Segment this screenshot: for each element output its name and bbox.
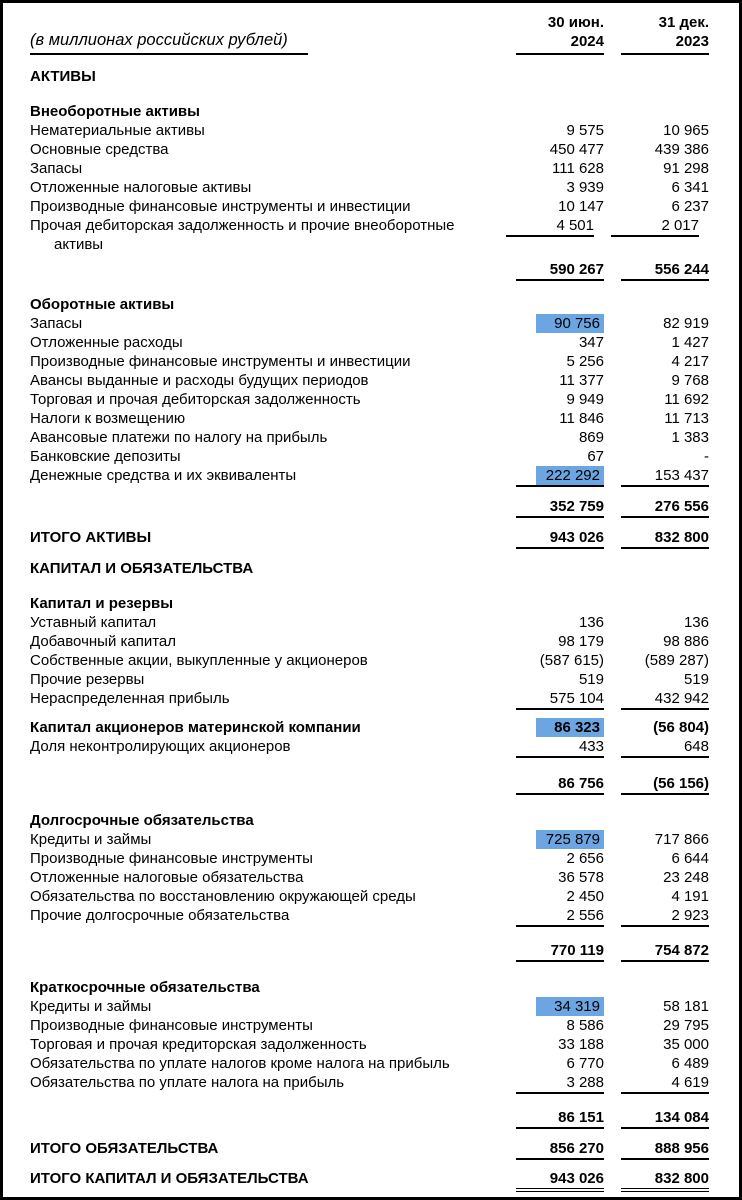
value-2023: (589 287) [644,652,709,669]
value-2023: 1 427 [671,334,709,351]
value-2023: 134 084 [621,1108,709,1129]
value-2024: 4 501 [506,216,594,237]
value-2024: 33 188 [558,1036,604,1053]
value-2024: 10 147 [558,198,604,215]
value-2024: 9 949 [566,391,604,408]
value-2024: 450 477 [549,141,604,158]
value-2024: 433 [516,737,604,758]
value-2024: 943 026 [516,1169,604,1192]
row-label: Нераспределенная прибыль [30,690,230,707]
value-2023: 1 383 [671,429,709,446]
row-label: ИТОГО КАПИТАЛ И ОБЯЗАТЕЛЬСТВА [30,1170,309,1187]
table-row [30,1073,709,1094]
highlighted-value: 725 879 [536,830,604,849]
value-2024: 869 [578,429,604,446]
row-label: Нематериальные активы [30,122,205,139]
section-label: АКТИВЫ [30,68,96,85]
value-2024: 943 026 [516,528,604,549]
value-2024: 770 119 [516,941,604,962]
table-row [30,613,709,632]
group-heading-noncurrent-liabilities [30,811,709,830]
table-row [30,121,709,140]
row-label: Прочая дебиторская задолженность и прочие внеоборотные активы [30,217,455,253]
row-label: Обязательства по восстановлению окружающей среды [30,888,416,905]
column-header-2023 [621,13,709,55]
row-label: Производные финансовые инструменты и инвестиции [30,198,411,215]
value-2023: 754 872 [621,941,709,962]
total-equity-liabilities-row [30,1169,709,1192]
table-row [30,997,709,1016]
row-label: Обязательства по уплате налогов кроме налога на прибыль [30,1055,450,1072]
value-2024: 5 256 [566,353,604,370]
row-label: Отложенные расходы [30,334,183,351]
value-2024: 98 179 [558,633,604,650]
caption-cell [30,31,516,55]
value-2024: 352 759 [516,497,604,518]
value-2023: 4 191 [671,888,709,905]
value-2023: 10 965 [663,122,709,139]
highlighted-value: 34 319 [536,997,604,1016]
column-date-line: 30 июн. [547,14,604,31]
row-label: Банковские депозиты [30,448,181,465]
row-label: Отложенные налоговые обязательства [30,869,304,886]
value-2023: 717 866 [654,831,709,848]
value-2023: 519 [683,671,709,688]
value-2024: 2 556 [516,906,604,927]
row-label: ИТОГО АКТИВЫ [30,529,152,546]
table-row [30,632,709,651]
table-row [30,140,709,159]
value-2023: 439 386 [654,141,709,158]
value-2023: 2 923 [621,906,709,927]
value-2024: 856 270 [516,1139,604,1160]
value-2023: (56 156) [621,774,709,795]
table-row [30,689,709,710]
value-2024: 590 267 [516,260,604,281]
row-label: Кредиты и займы [30,831,152,848]
column-year-line: 2024 [570,33,604,50]
section-heading-equity-liabilities [30,559,709,578]
table-row [30,466,709,487]
value-2023: - [704,448,709,465]
table-row [30,371,709,390]
value-2024: 519 [578,671,604,688]
table-row [30,197,709,216]
group-heading-equity [30,594,709,613]
value-2023: 11 713 [664,410,709,427]
group-heading-noncurrent-assets [30,102,709,121]
value-2024: 2 656 [566,850,604,867]
value-2023: 4 217 [671,353,709,370]
value-2024: 3 288 [516,1073,604,1094]
table-row [30,447,709,466]
group-heading-current-liabilities [30,978,709,997]
subtotal-equity [30,774,709,795]
row-label: Налоги к возмещению [30,410,186,427]
value-2023: 276 556 [621,497,709,518]
value-2023: 136 [683,614,709,631]
subtotal-current-liabilities [30,1108,709,1129]
value-2024: 9 575 [566,122,604,139]
row-label: Доля неконтролирующих акционеров [30,738,291,755]
highlighted-value: 222 292 [536,466,604,485]
value-2024 [516,997,604,1016]
table-row [30,333,709,352]
units-caption: (в миллионах российских рублей) [30,31,308,55]
total-assets-row [30,528,709,549]
table-header [30,13,709,55]
parent-equity-row [30,718,709,737]
value-2024: 67 [587,448,604,465]
value-2023: 98 886 [663,633,709,650]
row-label: Производные финансовые инструменты и инвестиции [30,353,411,370]
group-label: Долгосрочные обязательства [30,812,254,829]
value-2023: 91 298 [663,160,709,177]
value-2024: 2 450 [566,888,604,905]
value-2024: 86 151 [516,1108,604,1129]
value-2024: (587 615) [539,652,604,669]
table-row [30,216,709,254]
row-label: Отложенные налоговые активы [30,179,252,196]
value-2023: 9 768 [671,372,709,389]
value-2023: 6 341 [671,179,709,196]
row-label: Торговая и прочая кредиторская задолженность [30,1036,367,1053]
value-2024: 36 578 [558,869,604,886]
value-2024: 11 846 [559,410,604,427]
value-2023: 832 800 [621,1169,709,1192]
table-row [30,651,709,670]
table-row [30,178,709,197]
row-label: Основные средства [30,141,169,158]
row-label: Кредиты и займы [30,998,152,1015]
value-2023: 4 619 [621,1073,709,1094]
value-2024: 6 770 [566,1055,604,1072]
value-2024 [516,830,604,849]
column-date-line: 31 дек. [658,14,709,31]
value-2024 [516,466,604,487]
row-label: Денежные средства и их эквиваленты [30,467,297,484]
table-row [30,159,709,178]
table-row [30,428,709,447]
row-label: Запасы [30,315,83,332]
value-2024: 575 104 [516,689,604,710]
row-label: Капитал акционеров материнской компании [30,719,361,736]
row-label: Торговая и прочая дебиторская задолженность [30,391,361,408]
value-2023: 6 237 [671,198,709,215]
table-row [30,390,709,409]
value-2023: 58 181 [663,998,709,1015]
highlighted-value: 86 323 [536,718,604,737]
value-2024 [516,314,604,333]
table-row [30,887,709,906]
table-row [30,670,709,689]
subtotal-current-assets [30,497,709,518]
row-label: Уставный капитал [30,614,157,631]
row-label: Запасы [30,160,83,177]
total-liabilities-row [30,1139,709,1160]
row-label: Прочие резервы [30,671,145,688]
value-2023: 888 956 [621,1139,709,1160]
value-2024: 136 [578,614,604,631]
value-2023: 11 692 [664,391,709,408]
table-row [30,737,709,758]
highlighted-value: 90 756 [536,314,604,333]
value-2024: 8 586 [566,1017,604,1034]
value-2024: 347 [578,334,604,351]
table-row [30,409,709,428]
value-2023: 35 000 [663,1036,709,1053]
value-2023: 432 942 [621,689,709,710]
group-label: Краткосрочные обязательства [30,979,260,996]
value-2023: 648 [621,737,709,758]
column-year-line: 2023 [675,33,709,50]
section-label: КАПИТАЛ И ОБЯЗАТЕЛЬСТВА [30,560,254,577]
value-2023: 6 489 [671,1055,709,1072]
row-label: Производные финансовые инструменты [30,850,313,867]
row-label: Добавочный капитал [30,633,177,650]
row-label: Авансы выданные и расходы будущих периодов [30,372,369,389]
group-label: Капитал и резервы [30,595,174,612]
subtotal-noncurrent-liabilities [30,941,709,962]
table-row [30,352,709,371]
value-2023: 29 795 [663,1017,709,1034]
table-row [30,1035,709,1054]
table-row [30,830,709,849]
subtotal-noncurrent-assets [30,260,709,281]
group-label: Внеоборотные активы [30,103,200,120]
table-row [30,314,709,333]
table-row [30,1016,709,1035]
value-2023: 6 644 [671,850,709,867]
column-header-2024 [516,13,604,55]
value-2024: 86 756 [516,774,604,795]
value-2023: 23 248 [663,869,709,886]
value-2024: 111 628 [552,160,604,177]
table-row [30,906,709,927]
row-label: Собственные акции, выкупленные у акционеров [30,652,368,669]
value-2023: 153 437 [621,466,709,487]
group-heading-current-assets [30,295,709,314]
value-2023: 82 919 [663,315,709,332]
value-2024: 11 377 [559,372,604,389]
value-2024: 3 939 [566,179,604,196]
value-2023: 2 017 [611,216,699,237]
row-label: Производные финансовые инструменты [30,1017,313,1034]
value-2024 [516,718,604,737]
row-label: Прочие долгосрочные обязательства [30,907,290,924]
value-2023: (56 804) [653,719,709,736]
group-label: Оборотные активы [30,296,175,313]
table-row [30,868,709,887]
row-label: ИТОГО ОБЯЗАТЕЛЬСТВА [30,1140,219,1157]
row-label: Обязательства по уплате налога на прибыль [30,1074,345,1091]
value-2023: 832 800 [621,528,709,549]
section-heading-assets [30,67,709,86]
table-row [30,849,709,868]
table-row [30,1054,709,1073]
row-label: Авансовые платежи по налогу на прибыль [30,429,328,446]
value-2023: 556 244 [621,260,709,281]
